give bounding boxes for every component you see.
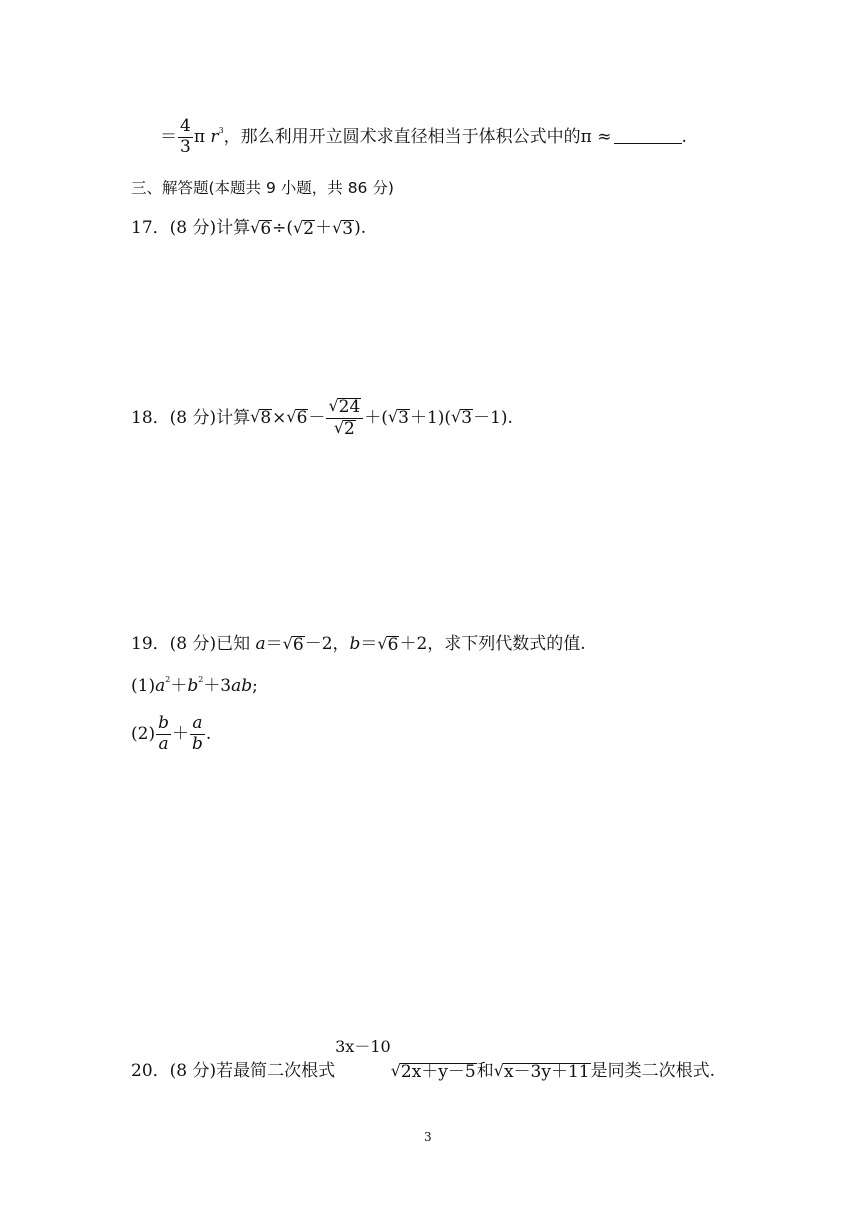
page-number: 3	[424, 1130, 432, 1144]
question-18: 18．(8 分)计算 √ 8 × √ 6 － √ 24 √ 2 ＋( √ 3 ＋1)( √ 3 －1).	[131, 396, 513, 439]
question-17: 17．(8 分)计算 √ 6 ÷( √ 2 ＋ √ 3 ).	[131, 218, 367, 239]
sqrt-expression: √ 3	[332, 218, 354, 239]
question-19-part-2: (2) $\frac{b}{a}$ ＋ $\frac{a}{b}$ .	[131, 713, 212, 754]
answer-blank[interactable]	[614, 129, 682, 144]
sqrt-expression: √ 2x＋y－5	[390, 1061, 476, 1082]
sqrt-expression: √ 6	[286, 406, 308, 428]
question-19: 19．(8 分)已知 a＝ √ 6 －2，b＝ √ 6 ＋2，求下列代数式的值.	[131, 634, 586, 655]
sqrt-expression: √ 6	[250, 218, 272, 239]
sqrt-expression: √ 6	[377, 634, 399, 655]
sqrt-expression: √ 3	[387, 406, 409, 428]
four-thirds-fraction: $\frac{4}{3}$	[180, 116, 191, 157]
carryover-line: ＝ $\frac{4}{3}$ π $r^3$，那么利用开立圆术求直径相当于体积公式中的π ≈ .	[160, 116, 687, 157]
question-19-part-1: $(1)a^2+b^2+3ab$;	[131, 675, 258, 696]
question-20: 20．(8 分)若最简二次根式3x－10 √ 2x＋y－5 和 √ x－3y＋11 是同类二次根式.	[131, 1037, 715, 1082]
sqrt-expression: √ 3	[451, 406, 473, 428]
sqrt-fraction: √ 24 √ 2	[326, 398, 363, 439]
b-over-a-fraction: $\frac{b}{a}$	[158, 713, 169, 754]
sqrt-expression: √ x－3y＋11	[493, 1061, 590, 1082]
root-index: 3x－10	[335, 1037, 391, 1056]
sqrt-expression: √ 6	[282, 634, 304, 655]
a-over-b-fraction: $\frac{a}{b}$	[191, 713, 203, 754]
sqrt-expression: √ 8	[250, 406, 272, 428]
section-heading: 三、解答题(本题共 9 小题，共 86 分)	[131, 179, 394, 197]
sqrt-expression: √ 2	[293, 218, 315, 239]
